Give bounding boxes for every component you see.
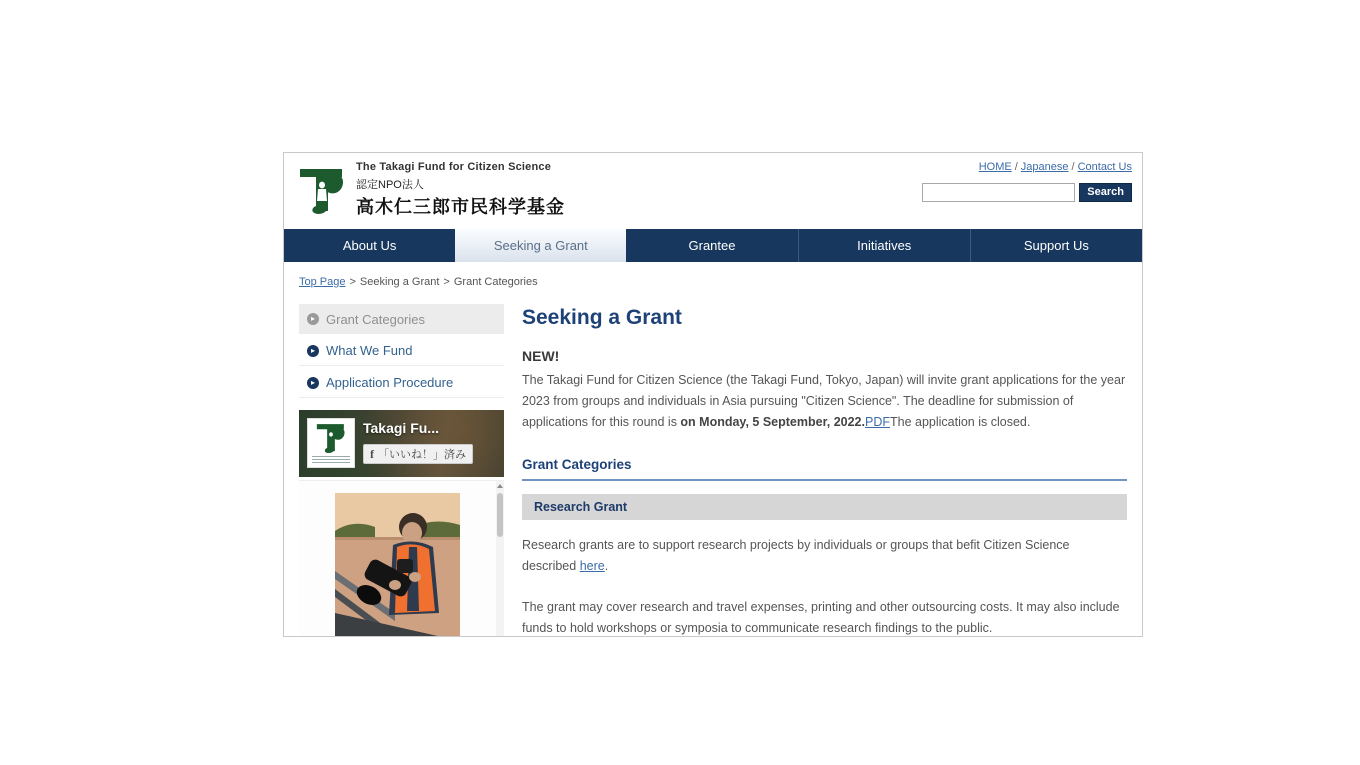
sidebar-item-what-we-fund[interactable] bbox=[299, 336, 504, 366]
facebook-icon: f bbox=[370, 446, 374, 461]
link-separator: / bbox=[1071, 161, 1075, 173]
link-separator: / bbox=[1014, 161, 1018, 173]
category-header-research-grant: Research Grant bbox=[522, 494, 1127, 520]
site-header bbox=[284, 153, 1142, 229]
facebook-feed bbox=[299, 480, 504, 637]
research-text: Research grants are to support research projects by individuals or groups that befit Citizen Science described bbox=[522, 538, 1070, 573]
here-link[interactable]: here bbox=[579, 559, 605, 573]
nav-initiatives[interactable]: Initiatives bbox=[798, 229, 970, 262]
sidebar-item-label: What We Fund bbox=[326, 343, 413, 358]
arrow-bullet-icon: ▸ bbox=[307, 345, 319, 357]
nav-about-us[interactable]: About Us bbox=[342, 238, 397, 253]
browser-page bbox=[283, 152, 1143, 637]
home-link[interactable]: HOME bbox=[978, 161, 1012, 173]
main-nav bbox=[284, 229, 1142, 262]
deadline-text: on Monday, 5 September, 2022. bbox=[680, 415, 865, 429]
header-utility bbox=[922, 161, 1132, 202]
breadcrumb-separator: > bbox=[443, 276, 450, 288]
sidebar-item-label: Application Procedure bbox=[326, 375, 454, 390]
search-input[interactable] bbox=[922, 183, 1075, 202]
npo-label: 認定NPO法人 bbox=[356, 179, 424, 191]
sidebar bbox=[299, 304, 504, 637]
takagi-fund-logo-icon bbox=[296, 161, 348, 217]
new-label: NEW! bbox=[522, 348, 560, 364]
sidebar-item-grant-categories[interactable] bbox=[299, 304, 504, 334]
facebook-page-widget[interactable] bbox=[299, 410, 504, 477]
feed-scrollbar[interactable] bbox=[496, 481, 504, 637]
search-button[interactable]: Search bbox=[1079, 183, 1132, 202]
contact-us-link[interactable]: Contact Us bbox=[1077, 161, 1132, 173]
research-grant-paragraph bbox=[522, 535, 1127, 577]
pdf-link[interactable]: PDF bbox=[864, 415, 890, 429]
content-columns bbox=[284, 300, 1142, 637]
breadcrumb-separator: > bbox=[349, 276, 356, 288]
closed-text: The application is closed. bbox=[889, 415, 1031, 429]
breadcrumb-seeking-a-grant: Seeking a Grant bbox=[359, 276, 440, 288]
arrow-bullet-icon: ▸ bbox=[307, 313, 319, 325]
utility-links bbox=[922, 161, 1132, 173]
japanese-link[interactable]: Japanese bbox=[1020, 161, 1069, 173]
site-brand[interactable] bbox=[296, 161, 565, 219]
site-name-japanese: 高木仁三郎市民科学基金 bbox=[356, 197, 565, 217]
intro-paragraph bbox=[522, 370, 1127, 433]
facebook-page-name[interactable]: Takagi Fu... bbox=[363, 420, 439, 436]
intro-text: The Takagi Fund for Citizen Science (the Takagi Fund, Tokyo, Japan) will invite grant applications for the year 2023 from groups and individuals in Asia pursuing "Citizen Science". The deadline for submission of applications for this round is bbox=[522, 373, 1126, 429]
search-area bbox=[922, 183, 1132, 202]
nav-grantee[interactable]: Grantee bbox=[688, 238, 736, 253]
avatar-caption-lines bbox=[312, 456, 350, 464]
breadcrumb bbox=[284, 262, 1142, 300]
research-text-end: . bbox=[604, 559, 609, 573]
breadcrumb-top-page[interactable]: Top Page bbox=[299, 276, 346, 288]
scroll-up-icon[interactable] bbox=[497, 484, 503, 488]
page-title: Seeking a Grant bbox=[522, 306, 682, 329]
breadcrumb-grant-categories: Grant Categories bbox=[453, 276, 538, 288]
scrollbar-thumb[interactable] bbox=[497, 493, 503, 537]
facebook-like-button[interactable] bbox=[363, 444, 473, 464]
grant-cover-paragraph: The grant may cover research and travel expenses, printing and other outsourcing costs. It may also include funds to hold workshops or symposia to communicate research findings to the public. bbox=[522, 600, 1120, 635]
nav-seeking-a-grant[interactable]: Seeking a Grant bbox=[455, 229, 626, 262]
like-button-label: 「いいね！」済み bbox=[378, 449, 466, 461]
site-name-english: The Takagi Fund for Citizen Science bbox=[356, 161, 552, 173]
nav-support-us[interactable]: Support Us bbox=[970, 229, 1142, 262]
sidebar-item-application-procedure[interactable] bbox=[299, 368, 504, 398]
sidebar-item-label: Grant Categories bbox=[326, 311, 425, 327]
section-title-grant-categories: Grant Categories bbox=[522, 457, 1127, 481]
brand-text bbox=[356, 161, 565, 219]
main-content bbox=[522, 304, 1127, 637]
feed-photo-man-with-camera[interactable] bbox=[335, 493, 460, 637]
arrow-bullet-icon: ▸ bbox=[307, 377, 319, 389]
facebook-page-avatar bbox=[307, 418, 355, 468]
